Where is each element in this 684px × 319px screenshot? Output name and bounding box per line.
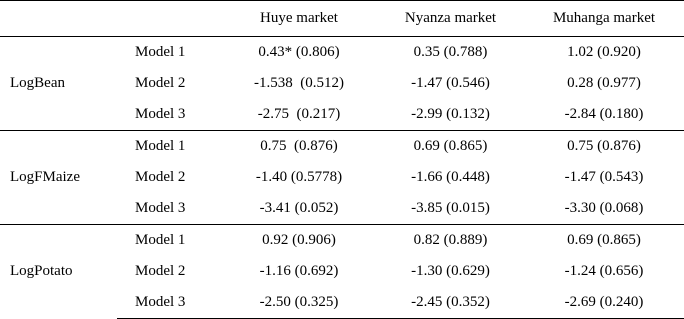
header-cell-huye: Huye market: [221, 1, 377, 37]
huye-value-cell: -3.41 (0.052): [259, 200, 339, 216]
variable-label: LogBean: [10, 75, 65, 91]
muhanga-value-cell: 0.28 (0.977): [567, 75, 641, 91]
huye-value-cell: 0.75 (0.876): [221, 131, 377, 163]
nyanza-value-cell: -2.45 (0.352): [377, 287, 524, 319]
table-row: [0, 37, 684, 69]
muhanga-value-cell: 1.02 (0.920): [567, 44, 641, 60]
muhanga-value-cell: -3.30 (0.068): [564, 200, 644, 216]
header-cell-model: [117, 1, 221, 37]
nyanza-value-cell: -1.47 (0.546): [411, 75, 490, 91]
model-label: Model 2: [135, 169, 186, 185]
huye-value-cell: -1.40 (0.5778): [255, 169, 343, 185]
nyanza-value-cell: -1.66 (0.448): [411, 169, 490, 185]
model-label: Model 1: [117, 131, 221, 163]
table-row: [0, 225, 684, 257]
huye-value-cell: -1.16 (0.692): [259, 263, 339, 279]
model-label: Model 2: [135, 75, 186, 91]
muhanga-value-cell: -1.24 (0.656): [564, 263, 644, 279]
muhanga-value-cell: 0.69 (0.865): [524, 225, 684, 257]
muhanga-value-cell: -2.84 (0.180): [564, 106, 644, 122]
muhanga-value-cell: -1.47 (0.543): [564, 169, 644, 185]
table-body: [0, 37, 684, 319]
model-label: Model 2: [135, 263, 186, 279]
model-label: Model 3: [135, 200, 186, 216]
header-row: [0, 1, 684, 37]
model-label: Model 3: [135, 106, 186, 122]
variable-label: LogFMaize: [0, 131, 117, 225]
header-cell-variable: [0, 1, 117, 37]
huye-value-cell: -2.50 (0.325): [221, 287, 377, 319]
nyanza-value-cell: -2.99 (0.132): [411, 106, 490, 122]
huye-value-cell: -1.538 (0.512): [254, 75, 344, 91]
nyanza-value-cell: 0.35 (0.788): [413, 44, 488, 60]
huye-value-cell: -2.75 (0.217): [257, 106, 341, 122]
header-cell-nyanza: Nyanza market: [377, 1, 524, 37]
huye-value-cell: 0.43* (0.806): [258, 44, 340, 60]
nyanza-value-cell: 0.82 (0.889): [377, 225, 524, 257]
muhanga-value-cell: -2.69 (0.240): [524, 287, 684, 319]
nyanza-value-cell: -3.85 (0.015): [411, 200, 490, 216]
variable-label: LogPotato: [0, 225, 117, 319]
nyanza-value-cell: 0.69 (0.865): [377, 131, 524, 163]
header-cell-muhanga: Muhanga market: [524, 1, 684, 37]
model-label: Model 1: [117, 225, 221, 257]
muhanga-value-cell: 0.75 (0.876): [524, 131, 684, 163]
table-row: [0, 131, 684, 163]
model-label: Model 1: [135, 44, 186, 60]
huye-value-cell: 0.92 (0.906): [221, 225, 377, 257]
model-label: Model 3: [117, 287, 221, 319]
nyanza-value-cell: -1.30 (0.629): [411, 263, 490, 279]
